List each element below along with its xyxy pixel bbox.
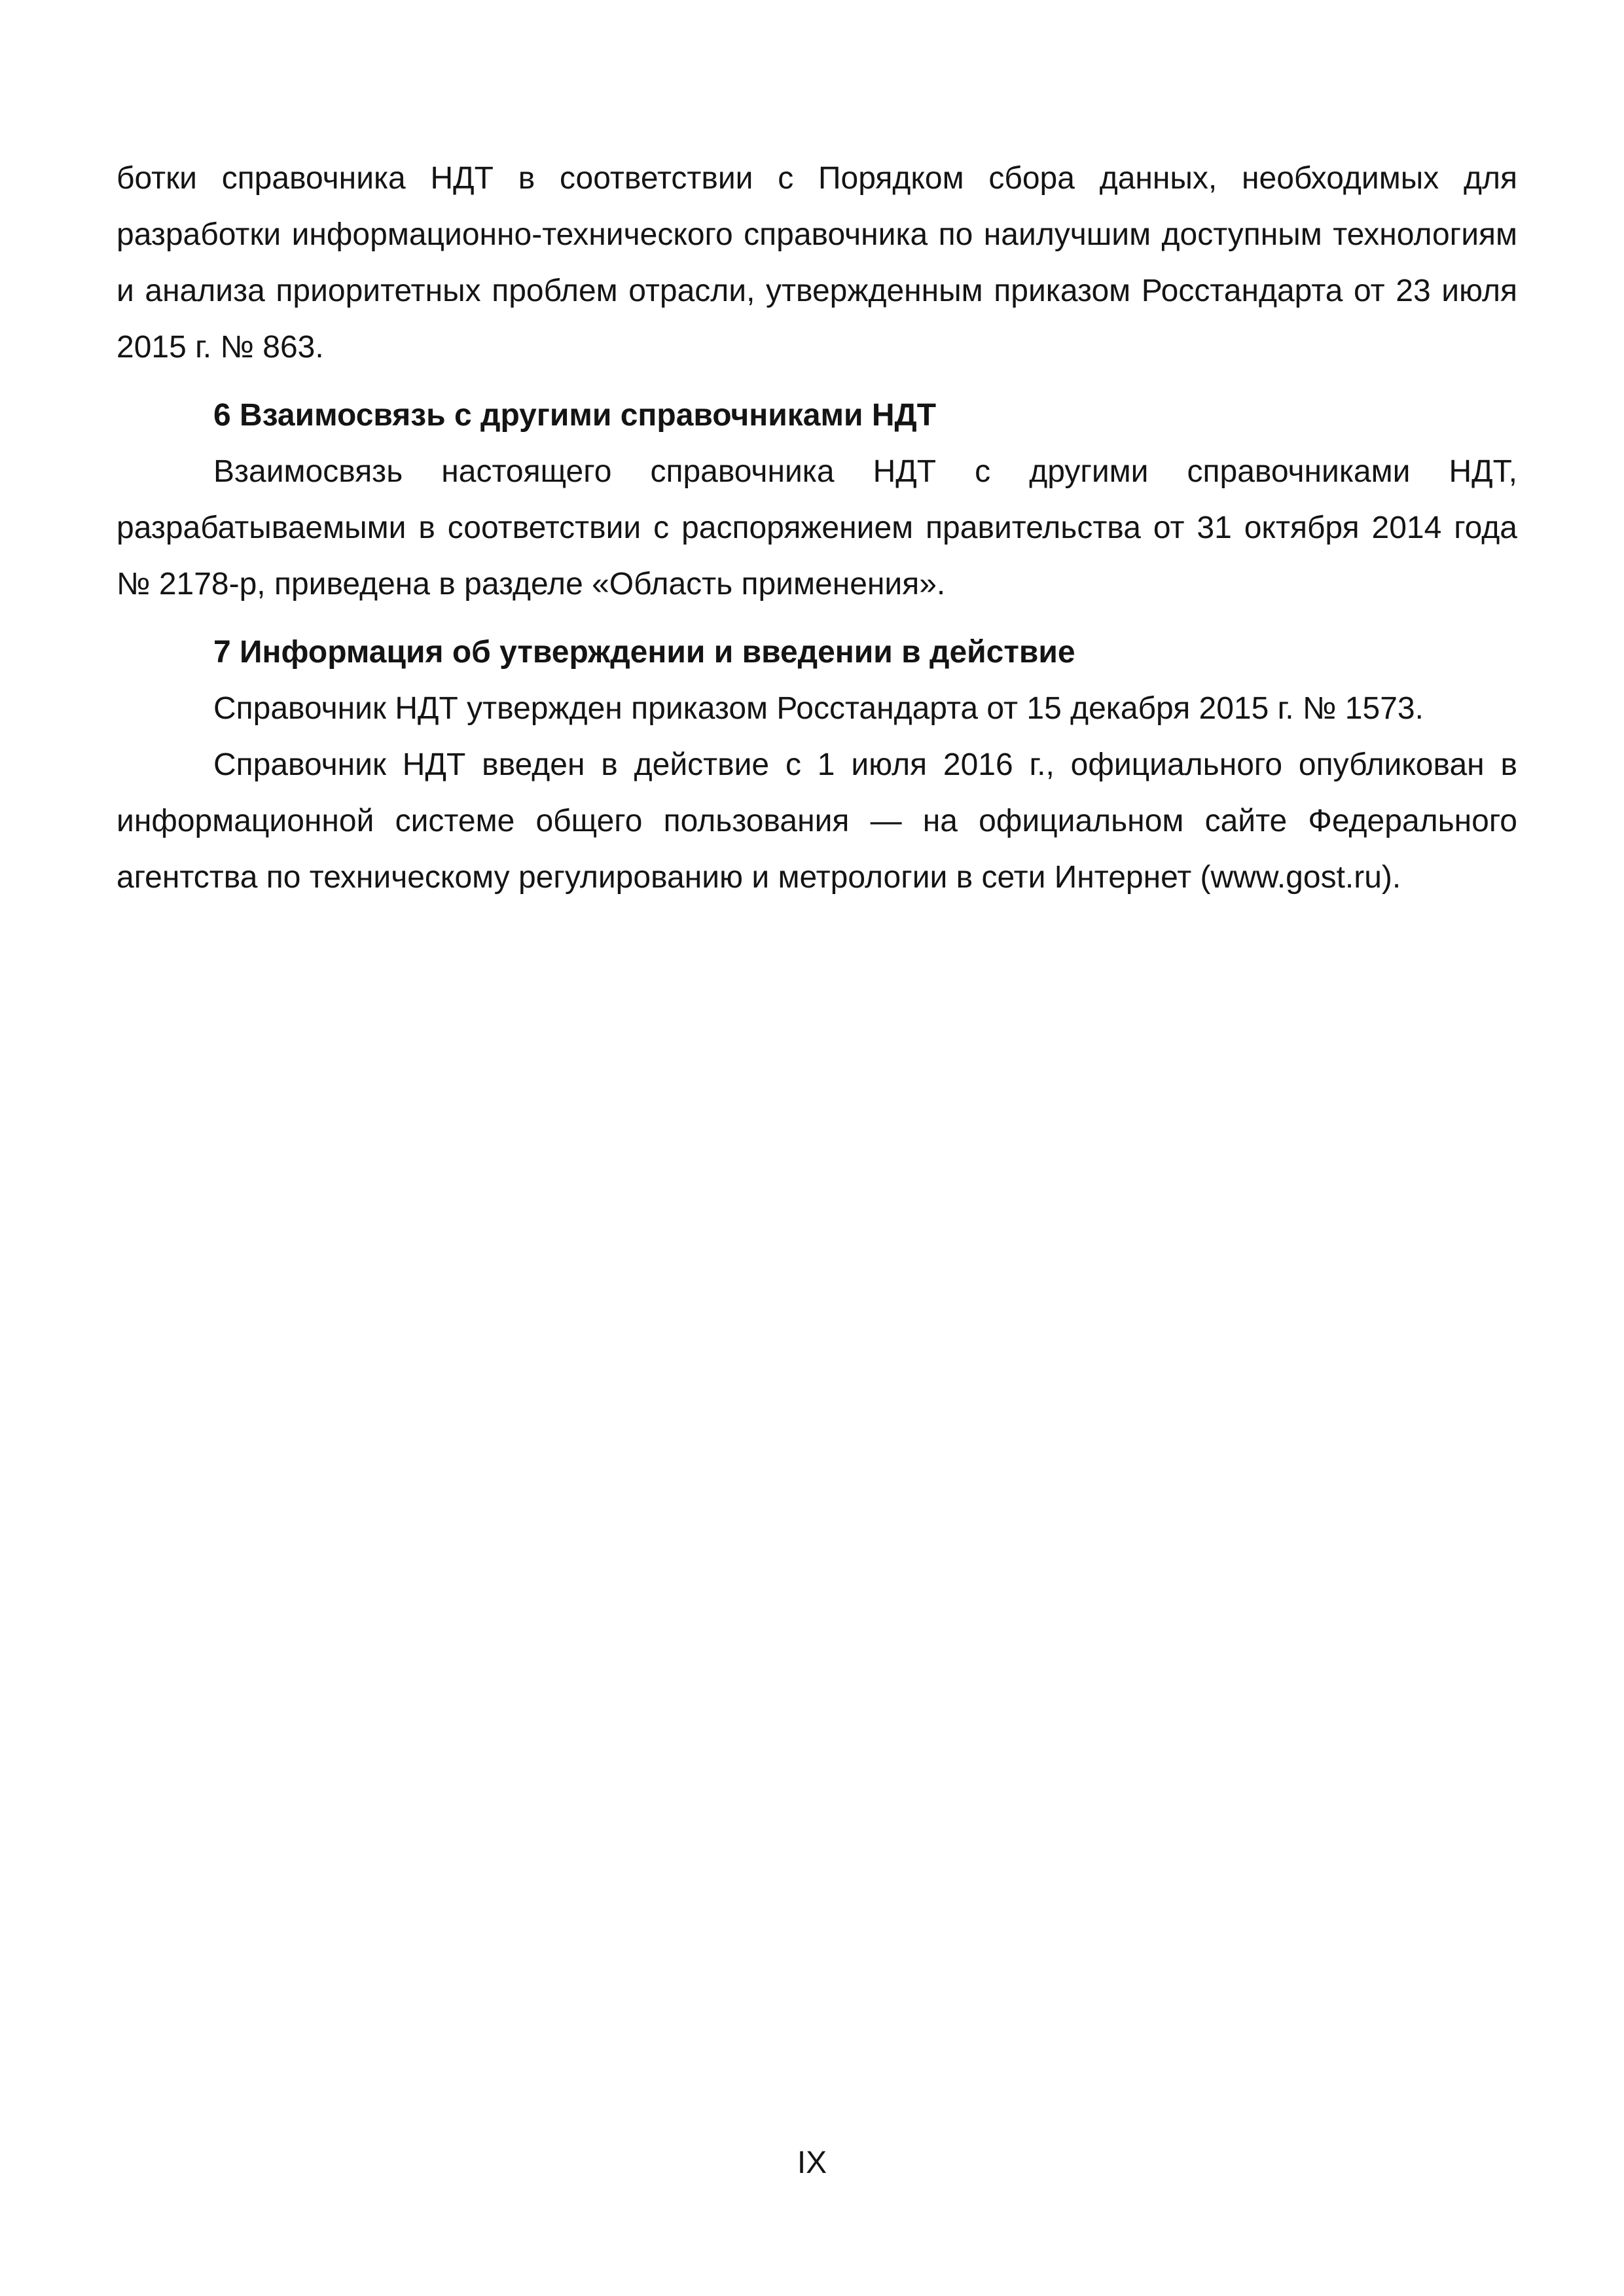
- section-6-paragraph: Взаимосвязь настоящего справочника НДТ с другими справочниками НДТ, разрабатываемыми в соответствии с распоряжением правительства от 31 октября 2014 года № 2178-р, приведена в разделе «Область применения».: [117, 454, 1517, 601]
- section-6-heading: 6 Взаимосвязь с другими справочниками НДТ: [213, 398, 937, 433]
- page-number: IX: [797, 2145, 827, 2180]
- section-7-heading: 7 Информация об утверждении и введении в действие: [213, 635, 1075, 670]
- section-7-approval-paragraph: Справочник НДТ утвержден приказом Росстандарта от 15 декабря 2015 г. № 1573.: [213, 691, 1424, 726]
- section-7-enactment-paragraph: Справочник НДТ введен в действие с 1 июля 2016 г., официального опубликован в информационной системе общего пользования — на официальном сайте Федерального агентства по техническому регулированию и метрологии в сети Интернет (www.gost.ru).: [117, 747, 1517, 895]
- page-content: [117, 151, 1517, 906]
- intro-paragraph: ботки справочника НДТ в соответствии с Порядком сбора данных, необходимых для разработки информационно-технического справочника по наилучшим доступным технологиям и анализа приоритетных проблем отрасли, утвержденным приказом Росстандарта от 23 июля 2015 г. № 863.: [117, 161, 1517, 365]
